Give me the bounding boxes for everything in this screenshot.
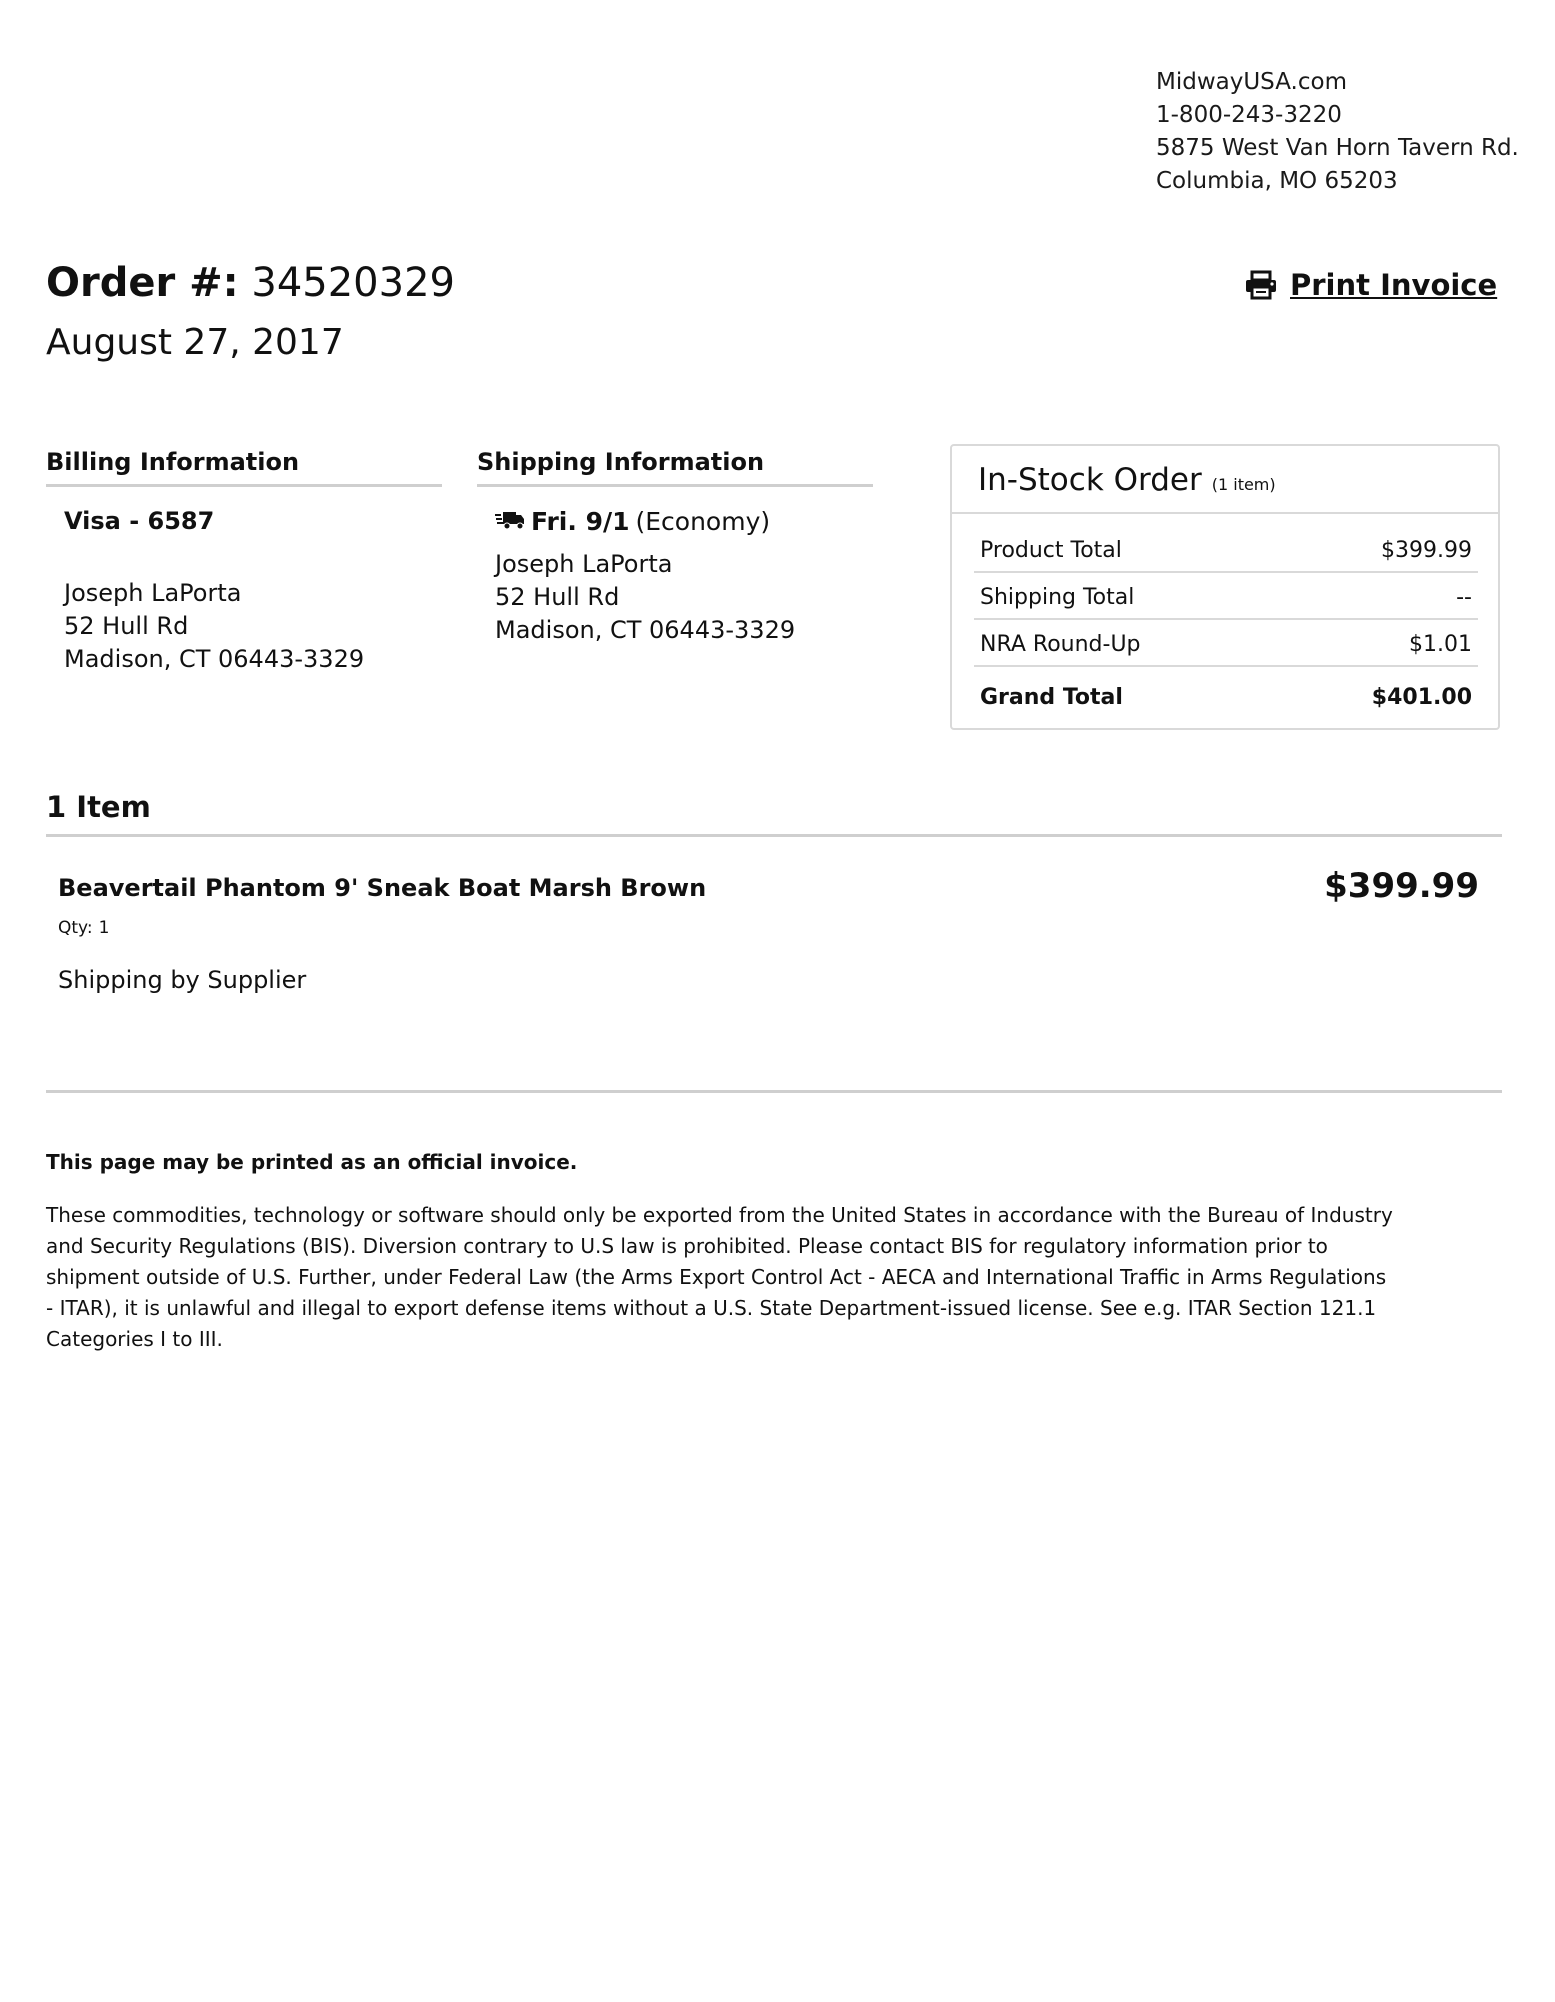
- order-date: August 27, 2017: [46, 322, 344, 363]
- company-city: Columbia, MO 65203: [1156, 168, 1398, 194]
- summary-row-value: $399.99: [1381, 538, 1472, 563]
- summary-item-count: (1 item): [1211, 475, 1276, 494]
- disclaimer-line: These commodities, technology or software should only be exported from the United States in accordance with the Bureau of Industry: [46, 1203, 1393, 1227]
- billing-street: 52 Hull Rd: [64, 612, 189, 640]
- billing-address: [64, 577, 442, 676]
- grand-total-label: Grand Total: [980, 685, 1123, 710]
- payment-card: Visa - 6587: [64, 507, 215, 535]
- print-invoice-label: Print Invoice: [1290, 268, 1498, 302]
- summary-row-value: --: [1456, 585, 1472, 610]
- delivery-estimate: [495, 507, 873, 536]
- disclaimer-line: and Security Regulations (BIS). Diversion contrary to U.S law is prohibited. Please contact BIS for regulatory information prior to: [46, 1234, 1328, 1258]
- order-summary: [950, 444, 1500, 730]
- item-quantity-value: 1: [98, 918, 110, 938]
- delivery-date: Fri. 9/1: [531, 507, 630, 536]
- disclaimer-line: - ITAR), it is unlawful and illegal to export defense items without a U.S. State Department-issued license. See e.g. ITAR Section 121.1: [46, 1296, 1377, 1320]
- export-disclaimer: [46, 1200, 1516, 1355]
- shipping-heading: Shipping Information: [477, 448, 873, 487]
- billing-name: Joseph LaPorta: [64, 579, 242, 607]
- summary-title: In-Stock Order: [978, 462, 1202, 498]
- order-number: [46, 258, 455, 308]
- item-price: $399.99: [1324, 866, 1479, 906]
- summary-row-nra-round-up: [974, 620, 1478, 667]
- items-heading: 1 Item: [46, 790, 1502, 837]
- official-invoice-note: This page may be printed as an official invoice.: [46, 1150, 578, 1174]
- company-address: [1156, 66, 1519, 198]
- grand-total-value: $401.00: [1371, 685, 1472, 710]
- summary-header: [952, 446, 1498, 514]
- shipping-method: (Economy): [635, 507, 771, 536]
- item-quantity: [58, 918, 109, 938]
- order-number-label: Order #:: [46, 260, 239, 306]
- summary-row-label: NRA Round-Up: [980, 632, 1141, 657]
- shipping-city: Madison, CT 06443-3329: [495, 616, 796, 644]
- shipping-information: [477, 448, 873, 647]
- summary-row-product-total: [974, 526, 1478, 573]
- print-invoice-link[interactable]: [1244, 268, 1497, 302]
- billing-information: [46, 448, 442, 676]
- company-website: MidwayUSA.com: [1156, 69, 1347, 95]
- item-shipping-note: Shipping by Supplier: [58, 966, 307, 994]
- delivery-truck-icon: [495, 507, 525, 536]
- summary-row-label: Shipping Total: [980, 585, 1135, 610]
- summary-row-value: $1.01: [1409, 632, 1472, 657]
- shipping-name: Joseph LaPorta: [495, 550, 673, 578]
- order-number-value: 34520329: [251, 260, 455, 306]
- billing-city: Madison, CT 06443-3329: [64, 645, 365, 673]
- summary-row-grand-total: [974, 667, 1478, 718]
- item-name: Beavertail Phantom 9' Sneak Boat Marsh Brown: [58, 874, 707, 902]
- summary-row-shipping-total: [974, 573, 1478, 620]
- summary-row-label: Product Total: [980, 538, 1122, 563]
- shipping-address: [495, 548, 873, 647]
- disclaimer-line: shipment outside of U.S. Further, under Federal Law (the Arms Export Control Act - AECA and International Traffic in Arms Regulations: [46, 1265, 1387, 1289]
- item-quantity-label: Qty:: [58, 918, 93, 938]
- billing-heading: Billing Information: [46, 448, 442, 487]
- disclaimer-line: Categories I to III.: [46, 1327, 223, 1351]
- company-phone: 1-800-243-3220: [1156, 102, 1342, 128]
- shipping-street: 52 Hull Rd: [495, 583, 620, 611]
- divider: [46, 1090, 1502, 1093]
- company-street: 5875 West Van Horn Tavern Rd.: [1156, 135, 1519, 161]
- printer-icon: [1244, 270, 1278, 300]
